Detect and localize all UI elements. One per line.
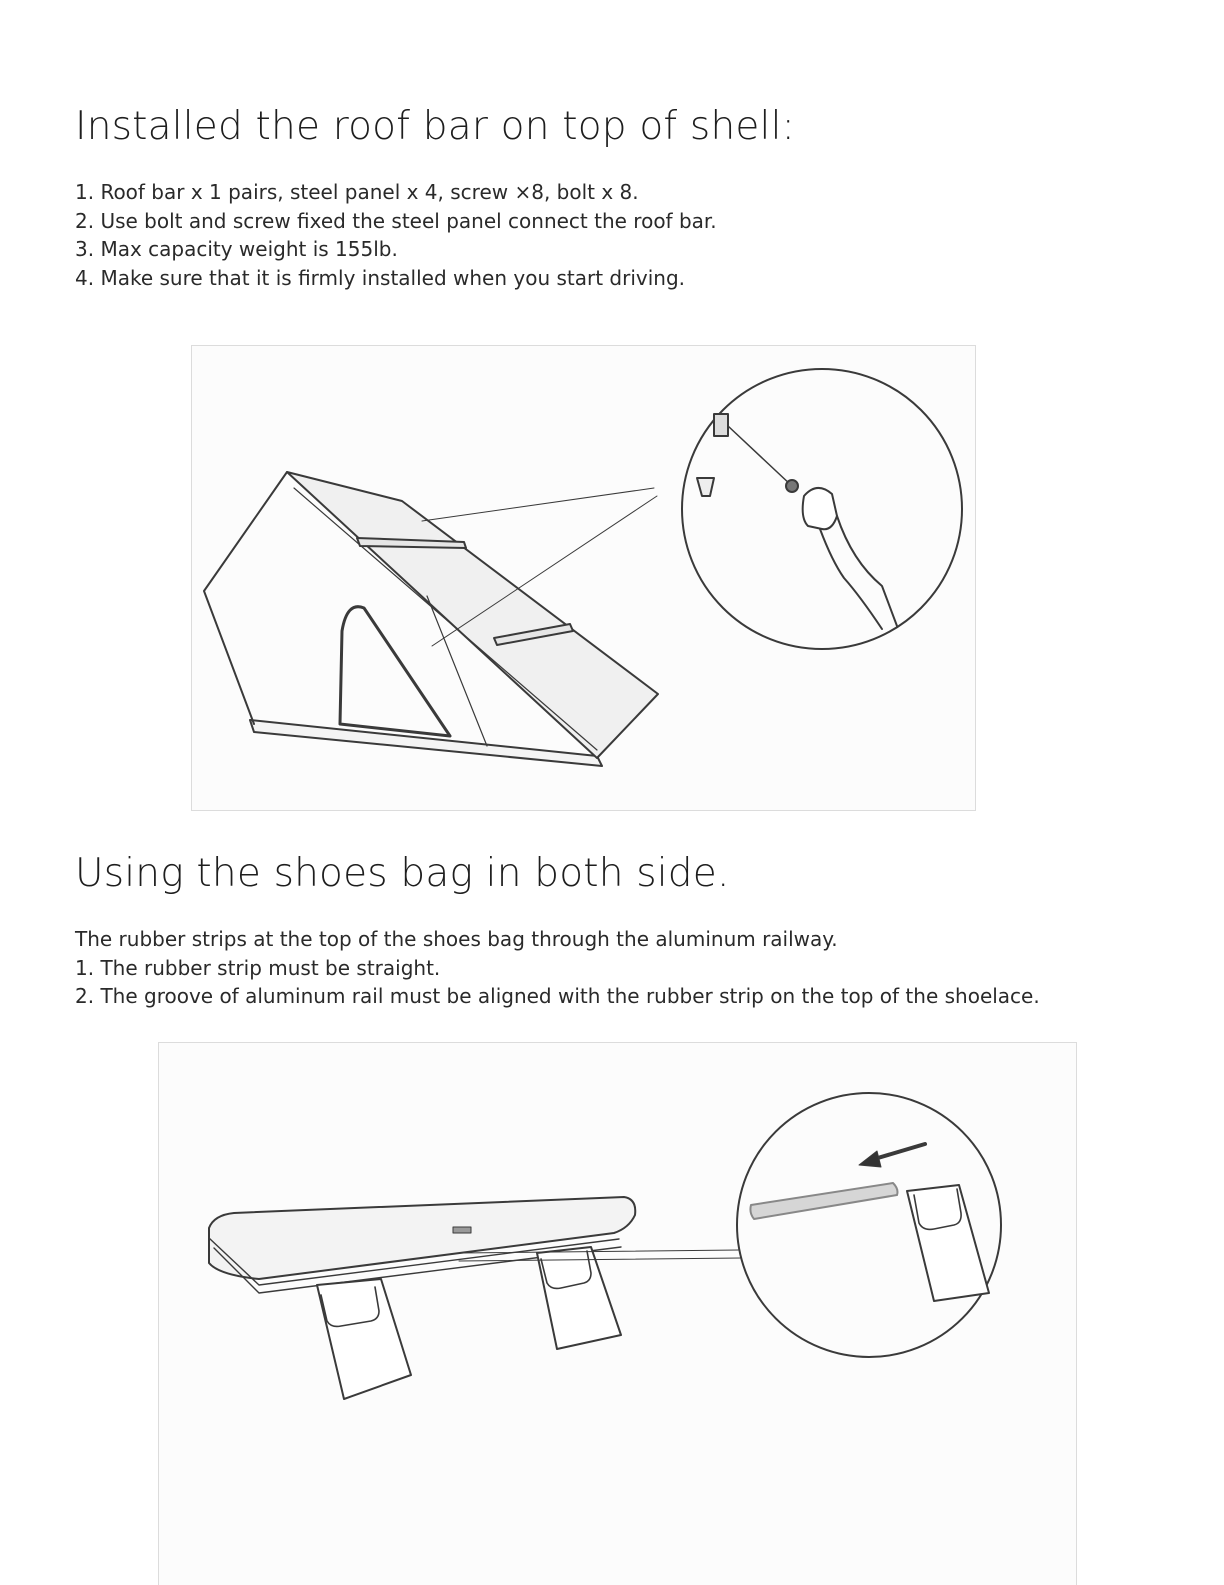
shoes-step-2: 2. The groove of aluminum rail must be aligned with the rubber strip on the top of the shoelace. (75, 984, 1040, 1009)
shoes-step-1: 1. The rubber strip must be straight. (75, 955, 441, 980)
step-2: 2. Use bolt and screw fixed the steel panel connect the roof bar. (75, 208, 717, 233)
step-4: 4. Make sure that it is firmly installed when you start driving. (75, 265, 686, 290)
section-title-shoes-bag: Using the shoes bag in both side. (75, 851, 730, 896)
shoes-bag-intro: The rubber strips at the top of the shoes bag through the aluminum railway. (75, 927, 838, 951)
roof-bar-illustration (191, 345, 976, 811)
shell-shoes-bag-drawing (159, 1043, 1076, 1585)
step-3: 3. Max capacity weight is 155lb. (75, 237, 398, 262)
shoes-bag-instructions (75, 925, 1040, 1011)
roof-bar-steps (75, 178, 717, 292)
tent-roof-bar-drawing (192, 346, 975, 810)
section-title-roof-bar: Installed the roof bar on top of shell: (75, 104, 795, 149)
step-1: 1. Roof bar x 1 pairs, steel panel x 4, screw ×8, bolt x 8. (75, 180, 639, 204)
shoes-bag-illustration (158, 1042, 1077, 1585)
